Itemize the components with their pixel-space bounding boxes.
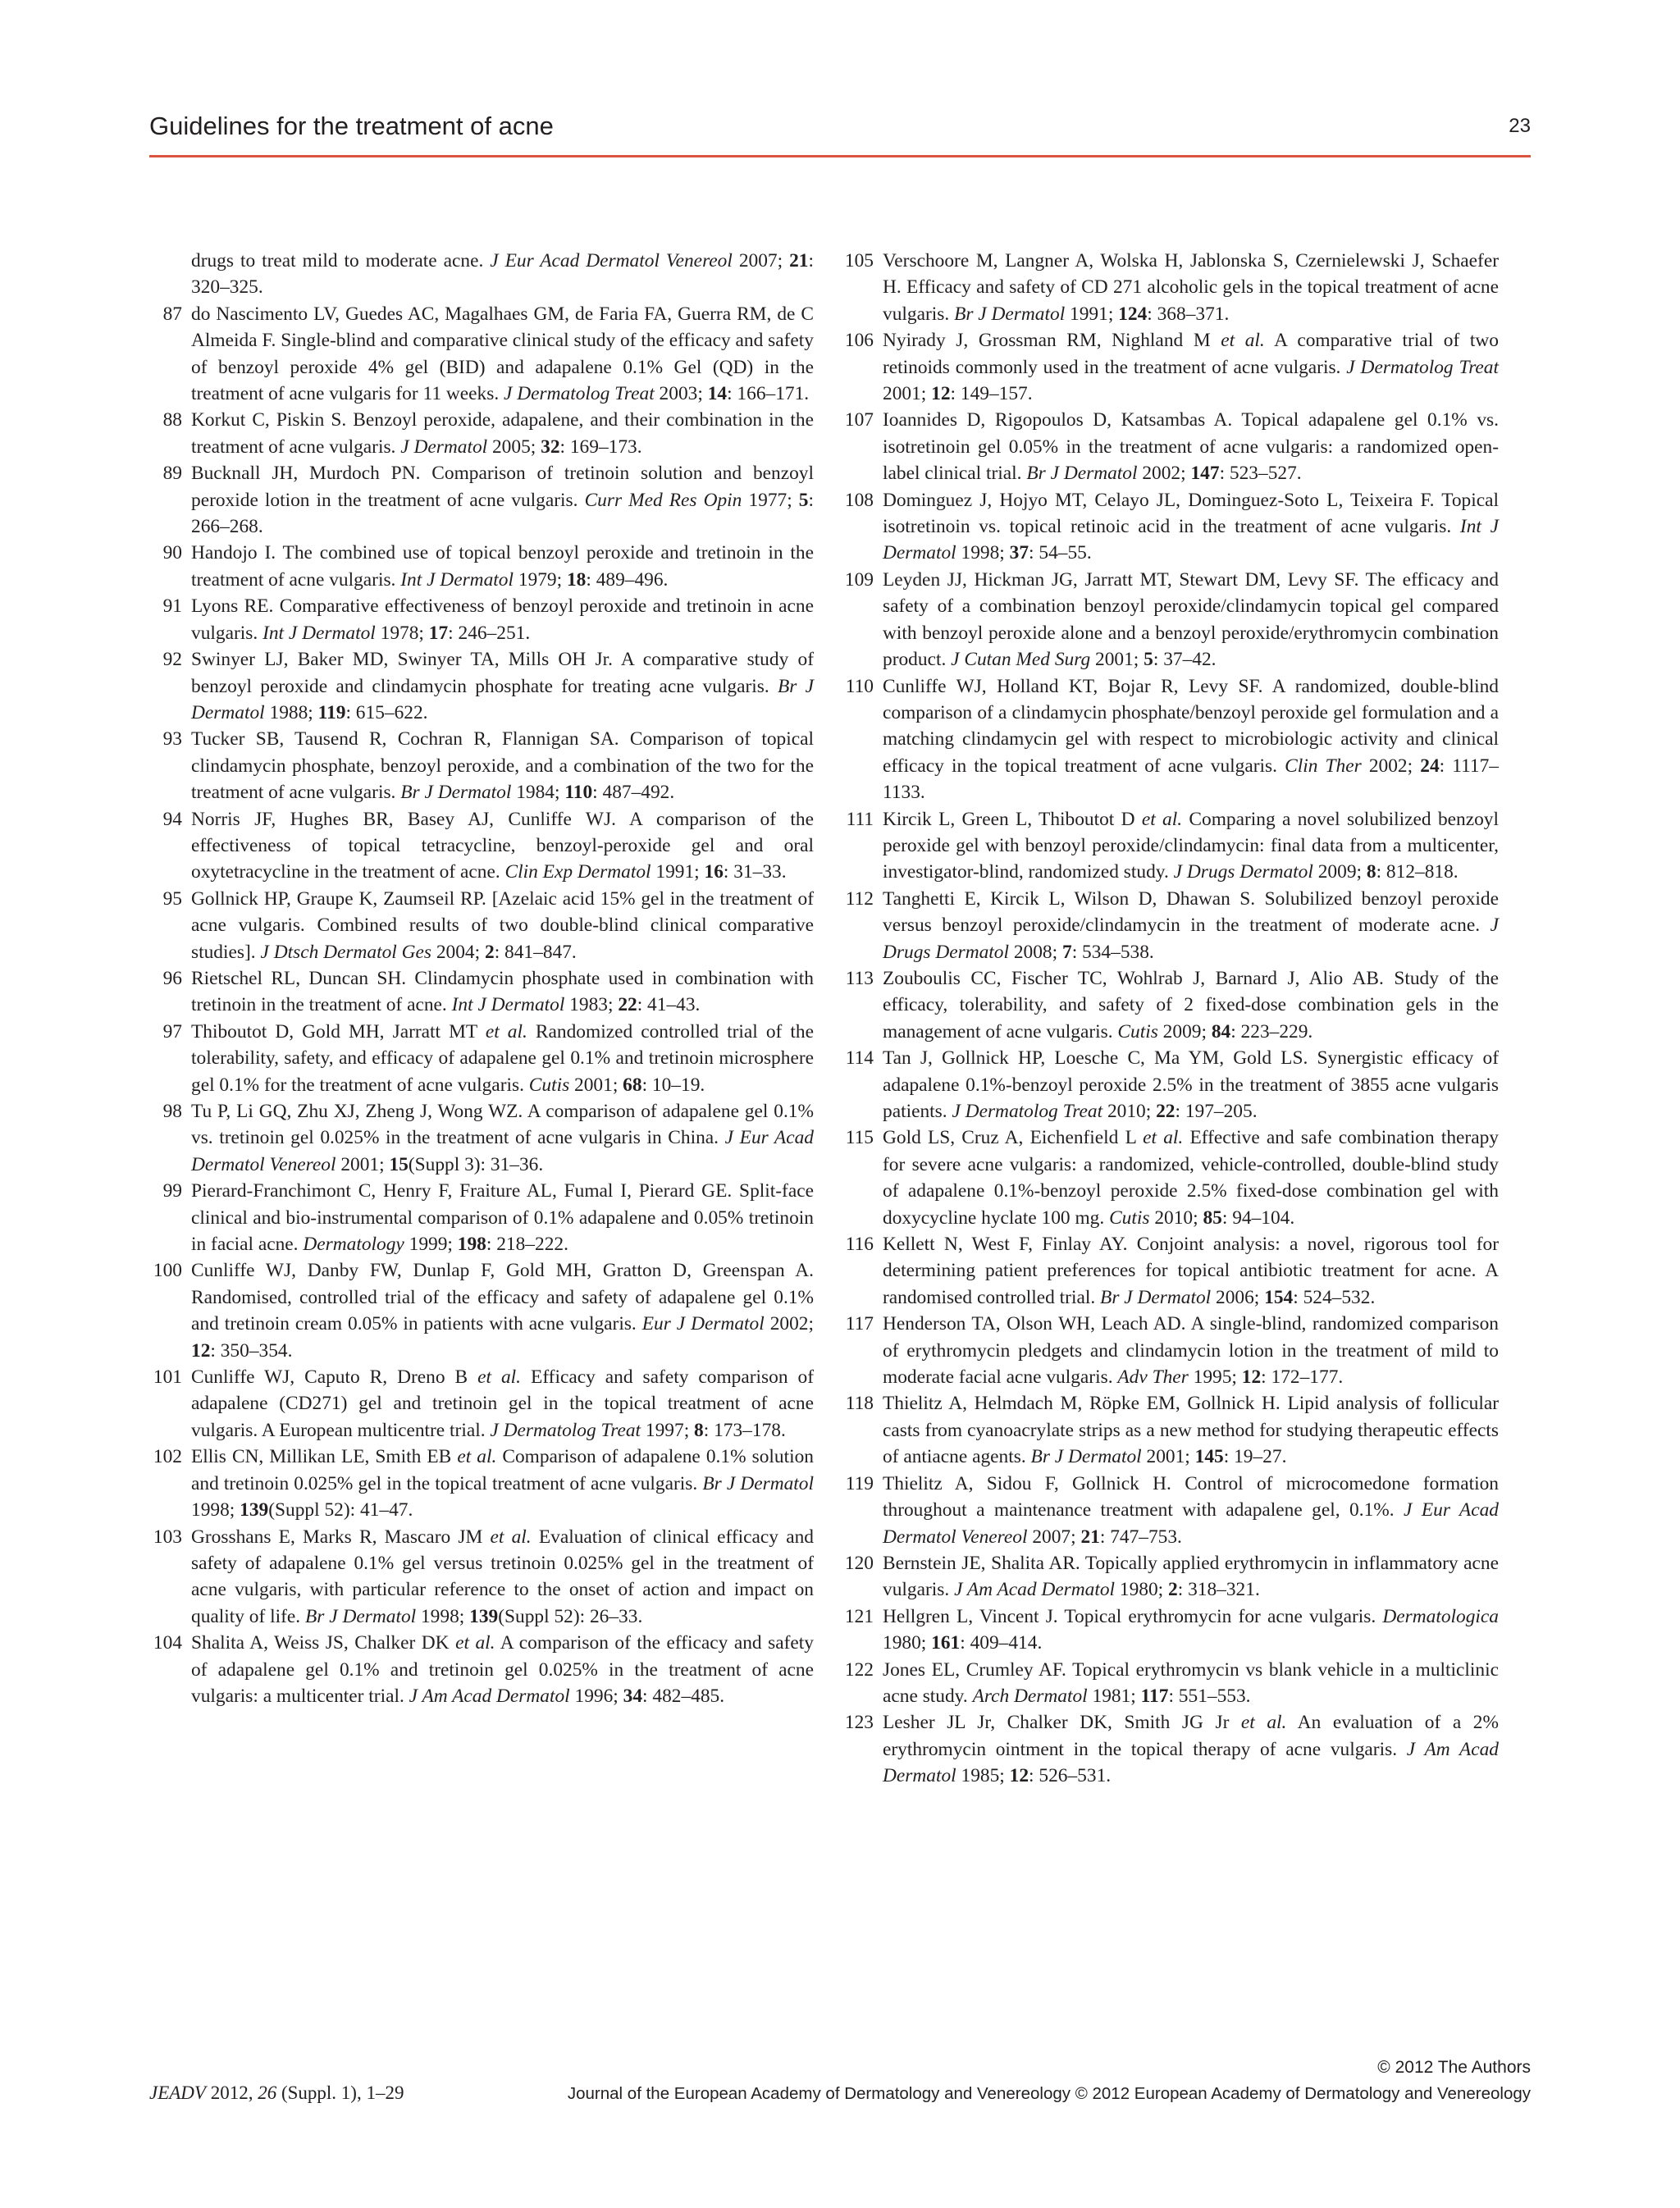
reference-text: Henderson TA, Olson WH, Leach AD. A single-blind, randomized comparison of erythromycin pledgets and clindamycin lotion in the treatment of mild to moderate facial acne vulgaris. Adv Ther 1995; 12: 172–177. — [883, 1313, 1499, 1389]
reference-item — [841, 1311, 1499, 1390]
reference-item — [149, 1444, 814, 1523]
reference-number: 92 — [162, 649, 182, 671]
reference-column-right — [841, 248, 1499, 1790]
reference-text: Leyden JJ, Hickman JG, Jarratt MT, Stewart DM, Levy SF. The efficacy and safety of a combination benzoyl peroxide/clindamycin topical gel compared with benzoyl peroxide alone and a benzoyl peroxide/erythromycin combination product. J Cutan Med Surg 2001; 5: 37–42. — [883, 568, 1499, 671]
reference-text: Dominguez J, Hojyo MT, Celayo JL, Dominguez-Soto L, Teixeira F. Topical isotretinoin vs. topical retinoic acid in the treatment of acne vulgaris. Int J Dermatol 1998; 37: 54–55. — [883, 489, 1500, 564]
reference-text: Jones EL, Crumley AF. Topical erythromycin vs blank vehicle in a multiclinic acne study. Arch Dermatol 1981; 117: 551–553. — [883, 1658, 1499, 1707]
reference-number: 94 — [162, 808, 182, 830]
reference-text: Lyons RE. Comparative effectiveness of benzoyl peroxide and tretinoin in acne vulgaris. Int J Dermatol 1978; 17: 246–251. — [191, 595, 814, 644]
reference-column-left — [149, 248, 814, 1709]
reference-text: Thielitz A, Sidou F, Gollnick H. Control of microcomedone formation throughout a maintenance treatment with adapalene gel, 0.1%. J Eur Acad Dermatol Venereol 2007; 21: 747–753. — [883, 1472, 1499, 1548]
reference-number: 123 — [844, 1712, 874, 1734]
reference-text: Kircik L, Green L, Thiboutot D et al. Comparing a novel solubilized benzoyl peroxide gel with benzoyl peroxide/clindamycin: final data from a multicenter, investigator-blind, randomized study. J Drugs Dermatol 2009; 8: 812–818. — [883, 808, 1499, 883]
reference-item — [841, 886, 1499, 965]
reference-number: 104 — [153, 1632, 182, 1654]
reference-text: Handojo I. The combined use of topical benzoyl peroxide and tretinoin in the treatment of acne vulgaris. Int J Dermatol 1979; 18: 489–496. — [191, 542, 814, 591]
reference-item — [149, 1178, 814, 1257]
reference-item — [841, 487, 1499, 567]
reference-number: 88 — [162, 409, 182, 431]
reference-text: Gold LS, Cruz A, Eichenfield L et al. Effective and safe combination therapy for severe acne vulgaris: a randomized, vehicle-controlled, double-blind study of adapalene 0.1%-benzoyl peroxide 2.5% fixed-dose combination gel with doxycycline hyclate 100 mg. Cutis 2010; 85: 94–104. — [883, 1127, 1499, 1229]
reference-number: 119 — [845, 1472, 874, 1494]
reference-number: 93 — [162, 728, 182, 750]
reference-item — [149, 301, 814, 408]
reference-text: Grosshans E, Marks R, Mascaro JM et al. Evaluation of clinical efficacy and safety of adapalene 0.1% gel versus tretinoin 0.025% gel in the treatment of acne vulgaris, with particular reference to the onset of action and impact on quality of life. Br J Dermatol 1998; 139(Suppl 52): 26–33. — [191, 1526, 814, 1627]
footer-journal-line: Journal of the European Academy of Dermatology and Venereology © 2012 European Academy of Dermatology and Venereology — [567, 2084, 1531, 2103]
footer-citation-year: 2012, — [210, 2083, 253, 2103]
reference-item — [841, 248, 1499, 327]
reference-number: 118 — [845, 1393, 874, 1415]
reference-item — [149, 407, 814, 460]
reference-item — [841, 1550, 1499, 1604]
reference-item — [149, 460, 814, 540]
reference-number: 116 — [845, 1234, 874, 1256]
reference-item — [149, 1019, 814, 1098]
reference-number: 95 — [162, 887, 182, 910]
reference-text: Gollnick HP, Graupe K, Zaumseil RP. [Azelaic acid 15% gel in the treatment of acne vulgaris. Combined results of two double-blind clinical comparative studies]. J Dtsch Dermatol Ges 2004; 2: 841–847. — [191, 887, 814, 963]
reference-number: 89 — [162, 463, 182, 485]
reference-number: 99 — [162, 1180, 182, 1202]
reference-text: Pierard-Franchimont C, Henry F, Fraiture AL, Fumal I, Pierard GE. Split-face clinical and bio-instrumental comparison of 0.1% adapalene and 0.05% tretinoin in facial acne. Dermatology 1999; 198: 218–222. — [191, 1180, 814, 1256]
reference-item — [841, 1231, 1499, 1311]
reference-text: Korkut C, Piskin S. Benzoyl peroxide, adapalene, and their combination in the treatment of acne vulgaris. J Dermatol 2005; 32: 169–173. — [191, 409, 814, 458]
reference-number: 98 — [162, 1101, 182, 1122]
reference-number: 102 — [153, 1446, 182, 1468]
reference-text: Cunliffe WJ, Holland KT, Bojar R, Levy SF. A randomized, double-blind comparison of a clindamycin phosphate/benzoyl peroxide gel formulation and a matching clindamycin gel with respect to microbiologic activity and clinical efficacy in the topical treatment of acne vulgaris. Clin Ther 2002; 24: 1117–1133. — [883, 675, 1499, 804]
reference-number: 107 — [844, 409, 874, 431]
reference-item — [841, 1657, 1499, 1710]
reference-number: 117 — [845, 1313, 874, 1335]
reference-number: 110 — [845, 675, 874, 697]
reference-item — [841, 673, 1499, 806]
reference-number: 112 — [845, 887, 874, 910]
reference-text: Tucker SB, Tausend R, Cochran R, Flannigan SA. Comparison of topical clindamycin phosphate, benzoyl peroxide, and a combination of the two for the treatment of acne vulgaris. Br J Dermatol 1984; 110: 487–492. — [191, 728, 814, 804]
reference-number: 97 — [162, 1020, 182, 1042]
reference-number: 108 — [844, 489, 874, 511]
reference-number: 105 — [844, 250, 874, 271]
reference-number: 114 — [845, 1047, 874, 1070]
footer-citation-rest: (Suppl. 1), 1–29 — [281, 2083, 404, 2103]
reference-text: Cunliffe WJ, Caputo R, Dreno B et al. Efficacy and safety comparison of adapalene (CD271) gel and tretinoin gel in the topical treatment of acne vulgaris. A European multicentre trial. J Dermatolog Treat 1997; 8: 173–178. — [191, 1366, 814, 1441]
reference-list-left — [149, 301, 814, 1710]
reference-number: 103 — [153, 1526, 182, 1548]
reference-text: Norris JF, Hughes BR, Basey AJ, Cunliffe WJ. A comparison of the effectiveness of topical tetracycline, benzoyl-peroxide gel and oral oxytetracycline in the treatment of acne. Clin Exp Dermatol 1991; 16: 31–33. — [191, 808, 814, 883]
reference-item — [149, 806, 814, 886]
reference-number: 96 — [162, 967, 182, 989]
reference-item — [841, 1125, 1499, 1231]
reference-number: 120 — [844, 1552, 874, 1574]
reference-number: 122 — [844, 1658, 874, 1681]
reference-item — [149, 965, 814, 1019]
reference-item — [149, 1364, 814, 1444]
reference-number: 121 — [844, 1605, 874, 1627]
reference-text: Thiboutot D, Gold MH, Jarratt MT et al. Randomized controlled trial of the tolerability, safety, and efficacy of adapalene gel 0.1% and tretinoin microsphere gel 0.1% for the treatment of acne vulgaris. Cutis 2001; 68: 10–19. — [191, 1020, 814, 1096]
reference-text: Shalita A, Weiss JS, Chalker DK et al. A comparison of the efficacy and safety of adapalene gel 0.1% and tretinoin gel 0.025% in the treatment of acne vulgaris: a multicenter trial. J Am Acad Dermatol 1996; 34: 482–485. — [191, 1632, 814, 1707]
reference-item — [149, 886, 814, 965]
reference-number: 100 — [153, 1260, 182, 1282]
reference-text: do Nascimento LV, Guedes AC, Magalhaes GM, de Faria FA, Guerra RM, de C Almeida F. Single-blind and comparative clinical study of the efficacy and safety of benzoyl peroxide 4% gel (BID) and adapalene 0.1% Gel (QD) in the treatment of acne vulgaris for 11 weeks. J Dermatolog Treat 2003; 14: 166–171. — [191, 303, 814, 405]
reference-item — [841, 965, 1499, 1045]
reference-item — [841, 327, 1499, 407]
reference-text: Bucknall JH, Murdoch PN. Comparison of tretinoin solution and benzoyl peroxide lotion in the treatment of acne vulgaris. Curr Med Res Opin 1977; 5: 266–268. — [191, 463, 814, 538]
page-number: 23 — [1509, 115, 1531, 137]
reference-item — [841, 1604, 1499, 1657]
reference-number: 113 — [845, 967, 874, 989]
reference-continuation — [149, 248, 814, 301]
reference-item — [841, 407, 1499, 486]
reference-text: drugs to treat mild to moderate acne. J Eur Acad Dermatol Venereol 2007; 21: 320–325. — [191, 250, 814, 299]
reference-text: Hellgren L, Vincent J. Topical erythromycin for acne vulgaris. Dermatologica 1980; 161: 409–414. — [883, 1605, 1499, 1654]
reference-item — [841, 1471, 1499, 1550]
footer-copyright: © 2012 The Authors — [1377, 2058, 1531, 2077]
reference-text: Ioannides D, Rigopoulos D, Katsambas A. Topical adapalene gel 0.1% vs. isotretinoin gel 0.05% in the treatment of acne vulgaris: a randomized open-label clinical trial. Br J Dermatol 2002; 147: 523–527. — [883, 409, 1499, 485]
reference-item — [149, 646, 814, 726]
reference-number: 87 — [162, 303, 182, 325]
reference-text: Bernstein JE, Shalita AR. Topically applied erythromycin in inflammatory acne vulgaris. J Am Acad Dermatol 1980; 2: 318–321. — [883, 1552, 1499, 1601]
reference-number: 109 — [844, 568, 874, 591]
reference-text: Kellett N, West F, Finlay AY. Conjoint analysis: a novel, rigorous tool for determining patient preferences for topical antibiotic treatment for acne. A randomised controlled trial. Br J Dermatol 2006; 154: 524–532. — [883, 1234, 1499, 1308]
reference-item — [149, 1098, 814, 1178]
footer-citation-volume: 26 — [258, 2083, 277, 2103]
reference-text: Rietschel RL, Duncan SH. Clindamycin phosphate used in combination with tretinoin in the treatment of acne. Int J Dermatol 1983; 22: 41–43. — [191, 967, 814, 1016]
reference-number: 111 — [846, 808, 874, 830]
reference-number: 106 — [844, 330, 874, 352]
reference-item — [841, 806, 1499, 886]
reference-text: Zouboulis CC, Fischer TC, Wohlrab J, Barnard J, Alio AB. Study of the efficacy, tolerability, and safety of 2 fixed-dose combination gels in the management of acne vulgaris. Cutis 2009; 84: 223–229. — [883, 967, 1499, 1042]
reference-text: Ellis CN, Millikan LE, Smith EB et al. Comparison of adapalene 0.1% solution and tretinoin 0.025% gel in the topical treatment of acne vulgaris. Br J Dermatol 1998; 139(Suppl 52): 41–47. — [191, 1446, 815, 1521]
reference-text: Thielitz A, Helmdach M, Röpke EM, Gollnick H. Lipid analysis of follicular casts from cyanoacrylate strips as a new method for studying therapeutic effects of antiacne agents. Br J Dermatol 2001; 145: 19–27. — [883, 1393, 1499, 1468]
reference-item — [149, 1630, 814, 1709]
footer-citation — [149, 2083, 404, 2104]
running-header — [149, 112, 1531, 157]
reference-item — [841, 1709, 1499, 1789]
reference-text: Tanghetti E, Kircik L, Wilson D, Dhawan S. Solubilized benzoyl peroxide versus benzoyl peroxide/clindamycin in the treatment of moderate acne. J Drugs Dermatol 2008; 7: 534–538. — [883, 887, 1499, 963]
reference-item — [841, 567, 1499, 673]
reference-item — [149, 1524, 814, 1631]
reference-number: 91 — [162, 595, 182, 618]
running-title: Guidelines for the treatment of acne — [149, 112, 554, 140]
reference-text: Tan J, Gollnick HP, Loesche C, Ma YM, Gold LS. Synergistic efficacy of adapalene 0.1%-benzoyl peroxide 2.5% in the treatment of 3855 acne vulgaris patients. J Dermatolog Treat 2010; 22: 197–205. — [883, 1047, 1499, 1122]
reference-number: 115 — [845, 1127, 874, 1149]
reference-text: Tu P, Li GQ, Zhu XJ, Zheng J, Wong WZ. A comparison of adapalene gel 0.1% vs. tretinoin gel 0.025% in the treatment of acne vulgaris in China. J Eur Acad Dermatol Venereol 2001; 15(Suppl 3): 31–36. — [191, 1101, 814, 1175]
reference-text: Lesher JL Jr, Chalker DK, Smith JG Jr et al. An evaluation of a 2% erythromycin ointment in the topical therapy of acne vulgaris. J Am Acad Dermatol 1985; 12: 526–531. — [883, 1712, 1499, 1787]
reference-list-right — [841, 248, 1499, 1790]
reference-text: Cunliffe WJ, Danby FW, Dunlap F, Gold MH, Gratton D, Greenspan A. Randomised, controlled trial of the efficacy and safety of adapalene gel 0.1% and tretinoin cream 0.05% in patients with acne vulgaris. Eur J Dermatol 2002; 12: 350–354. — [191, 1260, 814, 1362]
reference-item — [841, 1390, 1499, 1470]
reference-number: 90 — [162, 542, 182, 564]
reference-text: Verschoore M, Langner A, Wolska H, Jablonska S, Czernielewski J, Schaefer H. Efficacy and safety of CD 271 alcoholic gels in the topical treatment of acne vulgaris. Br J Dermatol 1991; 124: 368–371. — [883, 250, 1499, 325]
header-divider — [149, 155, 1531, 157]
reference-number: 101 — [153, 1366, 182, 1389]
reference-item — [841, 1045, 1499, 1125]
reference-item — [149, 726, 814, 805]
reference-item — [149, 540, 814, 593]
reference-item — [149, 1257, 814, 1364]
reference-item — [149, 593, 814, 646]
footer-journal-abbrev: JEADV — [149, 2083, 206, 2103]
reference-text: Nyirady J, Grossman RM, Nighland M et al. A comparative trial of two retinoids commonly used in the treatment of acne vulgaris. J Dermatolog Treat 2001; 12: 149–157. — [883, 330, 1500, 405]
reference-text: Swinyer LJ, Baker MD, Swinyer TA, Mills OH Jr. A comparative study of benzoyl peroxide and clindamycin phosphate for treating acne vulgaris. Br J Dermatol 1988; 119: 615–622. — [191, 649, 814, 723]
